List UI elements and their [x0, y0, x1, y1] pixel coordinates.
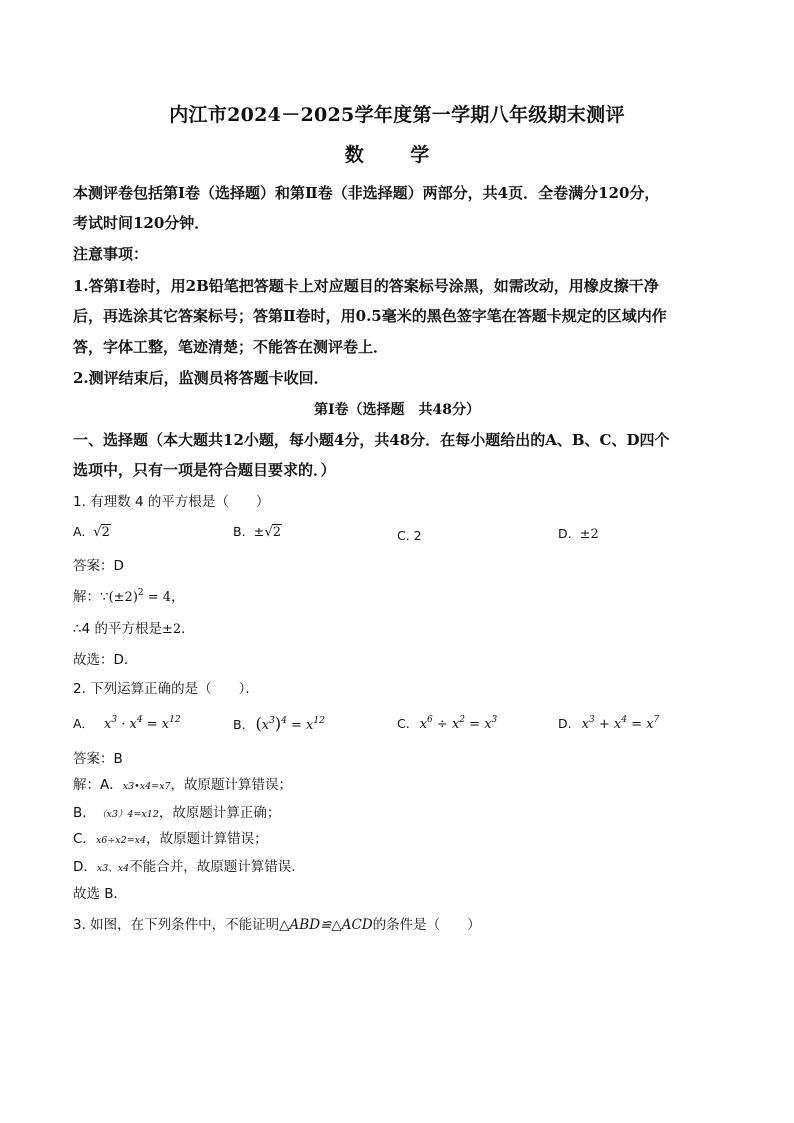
q3-stem-prefix: 3. 如图，在下列条件中，不能证明	[73, 917, 280, 933]
q1-solution-prefix: 解：∵	[73, 589, 109, 605]
intro-line-2: 考试时间120分钟．	[73, 214, 210, 232]
section-1-instructions-line-2: 选项中，只有一项是符合题目要求的．）	[73, 461, 336, 479]
q1-solution-2-suffix: ．	[181, 621, 195, 637]
q1-solution-expression	[109, 590, 171, 605]
q2-option-a-expression: $x^3 \cdot x^4 = x^{12}$	[104, 715, 181, 732]
note-2: 2.测评结束后，监测员将答题卡收回．	[73, 369, 329, 387]
q2-option-d-expression: $x^3 + x^4 = x^7$	[581, 715, 660, 732]
section-1-instructions-line-1: 一、选择题（本大题共12小题，每小题4分，共48分．在每小题给出的A、B、C、D四个	[73, 431, 670, 449]
q2-option-d-label: D.	[558, 716, 572, 731]
q2-option-c-label: C.	[397, 716, 410, 731]
q2-option-d	[558, 716, 659, 732]
q2-solution-c-prefix: C．	[73, 831, 96, 847]
q2-solution-a-expression: x3•x4=x7	[122, 781, 171, 792]
q1-solution-2-prefix: ∴4 的平方根是	[73, 621, 162, 637]
q1-option-c: C. 2	[397, 528, 422, 543]
q1-solution-result: = 4	[143, 590, 172, 605]
notes-title: 注意事项：	[73, 245, 149, 263]
q2-solution-a	[73, 773, 292, 793]
q2-stem: 2. 下列运算正确的是（ ）．	[73, 681, 259, 697]
q2-option-b-expression: $(x^3)^4 = x^{12}$	[255, 714, 325, 733]
q2-option-b	[233, 714, 325, 733]
q1-option-a: A. √2	[73, 524, 110, 540]
q1-option-a-label: A.	[73, 524, 86, 539]
q2-choice: 故选 B．	[73, 886, 128, 902]
note-1-line-2: 后，再选涂其它答案标号；答第Ⅱ卷时，用0.5毫米的黑色签字笔在答题卡规定的区域内作	[73, 307, 667, 325]
q2-solution-d-prefix: D．	[73, 859, 97, 875]
q3-stem-expression: △ABD≌△ACD	[279, 917, 373, 933]
q2-option-c-expression: $x^6 \div x^2 = x^3$	[419, 715, 498, 732]
q2-solution-c	[73, 827, 268, 847]
q2-option-b-label: B.	[233, 717, 246, 732]
q1-option-d-value: ±2	[579, 527, 599, 542]
q1-solution-2-value: ±2	[161, 622, 182, 637]
q1-option-b-sign: ±	[253, 525, 265, 540]
q2-solution-a-prefix: 解：A．	[73, 777, 123, 793]
intro-line-1: 本测评卷包括第Ⅰ卷（选择题）和第Ⅱ卷（非选择题）两部分，共4页．全卷满分120分，	[73, 184, 660, 202]
q3-stem	[73, 913, 481, 933]
q1-option-b: B. ±√2	[233, 524, 282, 540]
q2-solution-d	[73, 855, 296, 875]
q1-option-a-value: 2	[101, 525, 110, 540]
q2-option-a	[73, 714, 181, 732]
q2-solution-c-expression: x6÷x2=x4	[95, 835, 147, 846]
q2-answer: 答案：B	[73, 751, 123, 767]
q1-option-d-label: D.	[558, 526, 572, 541]
q2-option-c	[397, 716, 497, 732]
q2-solution-b-suffix: ，故原题计算正确；	[158, 805, 281, 821]
q1-option-d	[558, 526, 599, 542]
q2-solution-d-suffix: 不能合并，故原题计算错误.	[129, 859, 296, 875]
note-1-line-1: 1.答第Ⅰ卷时，用2B铅笔把答题卡上对应题目的答案标号涂黑，如需改动，用橡皮擦干净	[73, 277, 659, 295]
q2-option-a-label: A．	[73, 716, 95, 731]
section-1-heading: 第Ⅰ卷（选择题 共48分）	[313, 402, 481, 418]
q3-stem-suffix: 的条件是（ ）	[372, 917, 481, 933]
q1-solution-line-1	[73, 585, 185, 605]
q1-answer: 答案：D	[73, 558, 124, 574]
subject-title: 数 学	[344, 144, 450, 166]
q1-stem: 1. 有理数 4 的平方根是（ ）	[73, 494, 270, 510]
q2-solution-b-expression: （x3）4=x12	[101, 809, 159, 820]
q2-solution-b	[73, 801, 280, 821]
q2-solution-b-prefix: B．	[73, 805, 96, 821]
exam-title: 内江市2024－2025学年度第一学期八年级期末测评	[169, 104, 625, 126]
q1-solution-line-2	[73, 617, 195, 637]
q2-solution-d-expression: x3、x4	[96, 863, 130, 874]
q1-solution-base: (±2)	[108, 590, 138, 605]
q1-solution-suffix: ，	[171, 589, 185, 605]
q2-solution-c-suffix: ，故原题计算错误；	[146, 831, 268, 847]
q1-option-b-value: 2	[272, 525, 282, 540]
q2-solution-a-suffix: ，故原题计算错误；	[170, 777, 293, 793]
q1-option-b-label: B.	[233, 524, 246, 539]
note-1-line-3: 答，字体工整，笔迹清楚；不能答在测评卷上．	[73, 338, 389, 356]
q1-solution-exponent: 2	[137, 588, 144, 598]
q1-choice: 故选：D．	[73, 652, 138, 668]
